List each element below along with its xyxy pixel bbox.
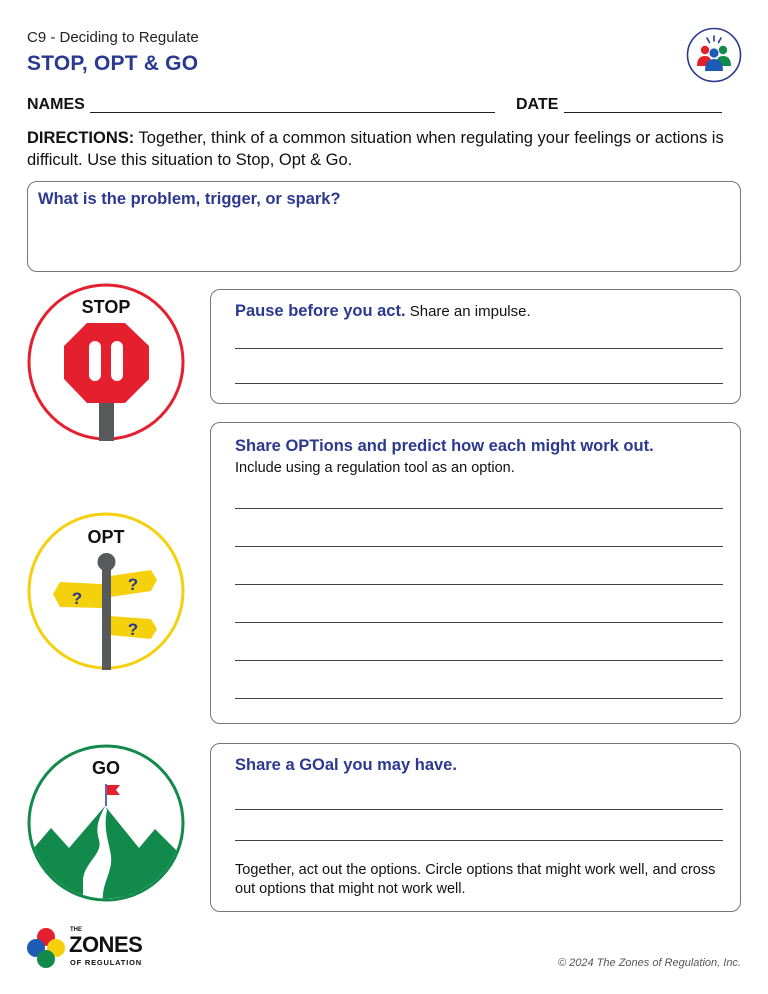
opt-prompt: Share OPTions and predict how each might work out. (235, 437, 654, 455)
stop-answer-line-2[interactable] (235, 383, 723, 384)
directions (27, 127, 747, 171)
stop-prompt (235, 302, 531, 321)
signpost-icon (27, 512, 185, 670)
stop-answer-line-1[interactable] (235, 348, 723, 349)
svg-text:OPT: OPT (87, 527, 125, 547)
opt-answer-line-2[interactable] (235, 546, 723, 547)
opt-answer-line-4[interactable] (235, 622, 723, 623)
zones-clover-icon (25, 927, 67, 969)
go-answer-line-2[interactable] (235, 840, 723, 841)
svg-text:?: ? (127, 575, 139, 594)
go-prompt: Share a GOal you may have. (235, 756, 457, 774)
directions-label: DIRECTIONS: (27, 129, 135, 147)
logo-zones: ZONES (69, 932, 143, 957)
names-label: NAMES (27, 96, 85, 113)
opt-answer-line-5[interactable] (235, 660, 723, 661)
stop-sign-icon (27, 283, 185, 441)
svg-text:STOP: STOP (81, 297, 131, 317)
opt-section (210, 422, 741, 724)
problem-question: What is the problem, trigger, or spark? (38, 190, 341, 208)
go-note: Together, act out the options. Circle options that might work well, and cross out options that might not work well. (235, 862, 716, 897)
opt-answer-line-1[interactable] (235, 508, 723, 509)
date-label: DATE (516, 96, 559, 113)
page-title: STOP, OPT & GO (27, 52, 199, 75)
date-field[interactable] (564, 97, 722, 113)
directions-text: Together, think of a common situation when regulating your feelings or actions is difficult. Use this situation to Stop, Opt & Go. (27, 129, 724, 169)
logo-subtitle: OF REGULATION (70, 958, 142, 967)
opt-answer-line-3[interactable] (235, 584, 723, 585)
copyright: © 2024 The Zones of Regulation, Inc. (558, 957, 741, 969)
opt-subprompt: Include using a regulation tool as an option. (235, 460, 515, 476)
worksheet-code: C9 - Deciding to Regulate (27, 29, 199, 46)
go-section (210, 743, 741, 912)
zones-of-regulation-logo (25, 927, 155, 969)
logo-the: THE (70, 927, 82, 933)
problem-answer-box[interactable] (27, 181, 741, 272)
names-field[interactable] (90, 97, 495, 113)
mountain-flag-icon (27, 744, 185, 902)
svg-text:?: ? (71, 589, 83, 608)
go-answer-line-1[interactable] (235, 809, 723, 810)
opt-answer-line-6[interactable] (235, 698, 723, 699)
stop-prompt-plain: Share an impulse. (405, 303, 531, 320)
stop-prompt-bold: Pause before you act. (235, 302, 406, 320)
group-people-icon (686, 27, 742, 83)
stop-section (210, 289, 741, 404)
svg-text:GO: GO (91, 758, 121, 778)
svg-text:?: ? (127, 620, 139, 639)
